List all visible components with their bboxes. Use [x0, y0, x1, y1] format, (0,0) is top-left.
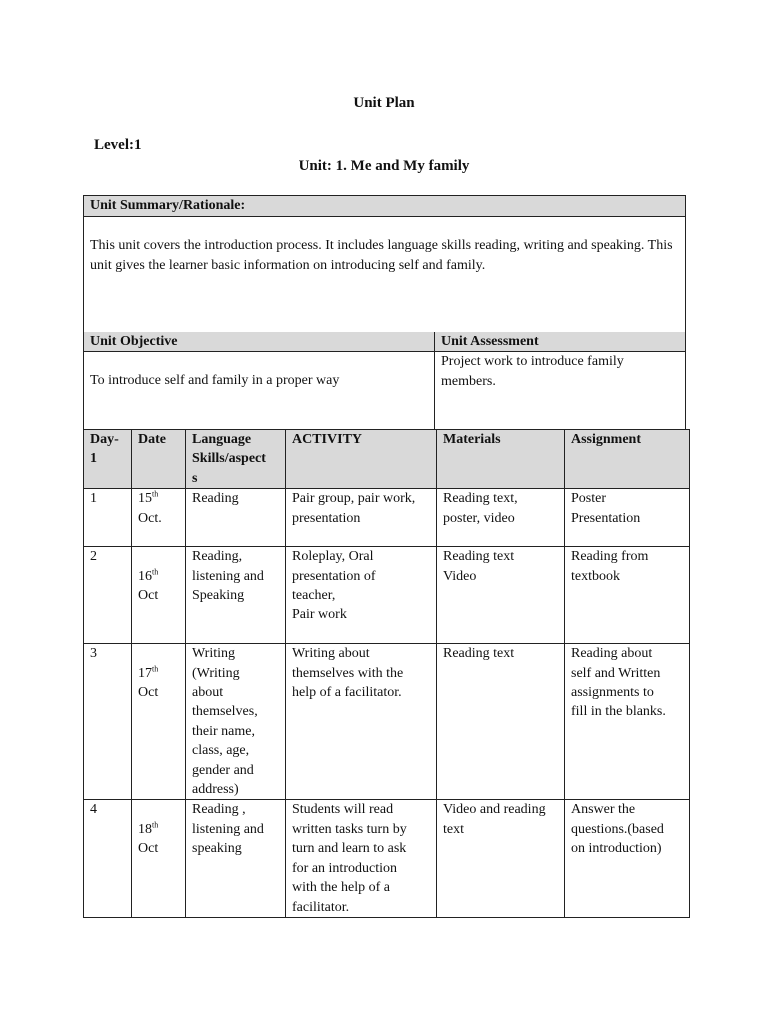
- date-suffix: th: [152, 663, 159, 673]
- header-activity: ACTIVITY: [286, 430, 437, 489]
- skills-cell: Reading: [186, 489, 286, 547]
- skills-cell: Reading , listening and speaking: [186, 800, 286, 917]
- day-cell: 2: [84, 547, 132, 644]
- level-label: Level:1: [94, 137, 142, 153]
- table-header-row: [84, 430, 690, 489]
- assignment-cell: Poster Presentation: [565, 489, 690, 547]
- unit-assessment-header: Unit Assessment: [435, 332, 685, 352]
- date-month: Oct: [138, 685, 159, 701]
- date-cell: [132, 489, 186, 547]
- date-month: Oct: [138, 841, 159, 857]
- assignment-cell: Reading about self and Written assignments to fill in the blanks.: [565, 644, 690, 800]
- header-materials: Materials: [437, 430, 565, 489]
- activity-cell: Roleplay, Oral presentation of teacher, Pair work: [286, 547, 437, 644]
- day-cell: 1: [84, 489, 132, 547]
- document-title: Unit Plan: [353, 95, 415, 111]
- unit-objective-section: [84, 332, 435, 429]
- assignment-cell: Answer the questions.(based on introduction): [565, 800, 690, 917]
- table-row: [84, 644, 690, 800]
- header-skills: Language Skills/aspect s: [186, 430, 286, 489]
- date-day: 16: [138, 568, 152, 584]
- unit-assessment-text: Project work to introduce family members.: [441, 354, 624, 389]
- activity-cell: Pair group, pair work, presentation: [286, 489, 437, 547]
- unit-objective-header: Unit Objective: [84, 332, 434, 352]
- date-cell: [132, 547, 186, 644]
- date-day: 15: [138, 491, 152, 507]
- activity-cell: Students will read written tasks turn by turn and learn to ask for an introduction with the help of a facilitator.: [286, 800, 437, 917]
- table-row: [84, 800, 690, 917]
- date-cell: [132, 800, 186, 917]
- activity-cell: Writing about themselves with the help of a facilitator.: [286, 644, 437, 800]
- materials-cell: Reading text Video: [437, 547, 565, 644]
- unit-objective-text: To introduce self and family in a proper way: [90, 373, 340, 388]
- assignment-cell: Reading from textbook: [565, 547, 690, 644]
- materials-cell: Video and reading text: [437, 800, 565, 917]
- date-suffix: th: [152, 820, 159, 830]
- header-assignment: Assignment: [565, 430, 690, 489]
- materials-cell: Reading text: [437, 644, 565, 800]
- unit-summary-header: Unit Summary/Rationale:: [84, 196, 685, 217]
- day-cell: 4: [84, 800, 132, 917]
- header-day: Day- 1: [84, 430, 132, 489]
- unit-title: Unit: 1. Me and My family: [298, 158, 470, 174]
- table-row: [84, 489, 690, 547]
- objective-assessment-box: [83, 332, 686, 430]
- header-date: Date: [132, 430, 186, 489]
- lesson-plan-table: [83, 429, 690, 918]
- skills-cell: Writing (Writing about themselves, their name, class, age, gender and address): [186, 644, 286, 800]
- date-month: Oct.: [138, 510, 162, 526]
- skills-cell: Reading, listening and Speaking: [186, 547, 286, 644]
- date-suffix: th: [152, 489, 159, 499]
- date-day: 18: [138, 821, 152, 837]
- date-month: Oct: [138, 588, 159, 604]
- date-day: 17: [138, 665, 152, 681]
- day-cell: 3: [84, 644, 132, 800]
- table-row: [84, 547, 690, 644]
- unit-assessment-section: [435, 332, 685, 429]
- unit-summary-box: [83, 195, 686, 333]
- materials-cell: Reading text, poster, video: [437, 489, 565, 547]
- date-suffix: th: [152, 566, 159, 576]
- unit-summary-text: This unit covers the introduction process. It includes language skills reading, writing and speaking. This unit gives the learner basic information on introducing self and family.: [90, 238, 673, 273]
- date-cell: [132, 644, 186, 800]
